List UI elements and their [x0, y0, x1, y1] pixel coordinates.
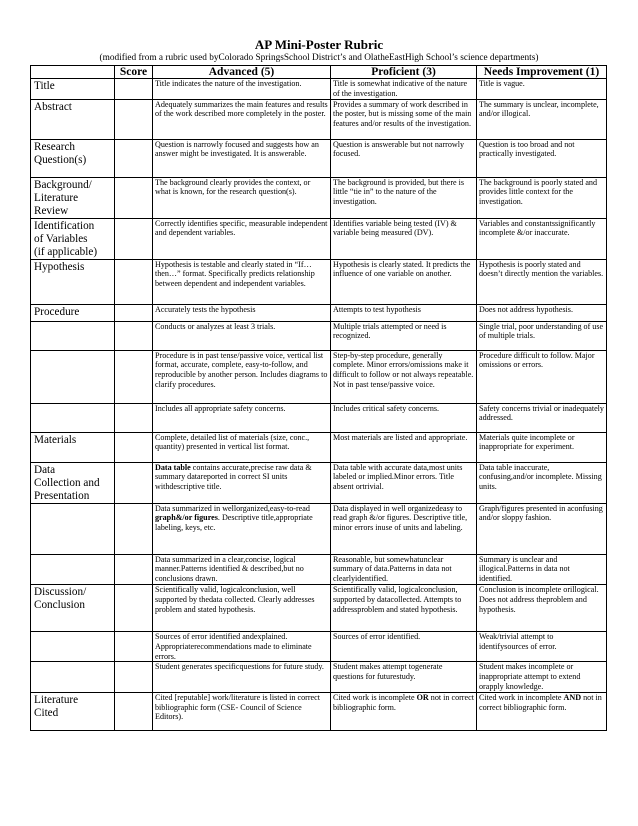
cell-text: The background clearly provides the context, or what is known, for the research question(s). — [155, 177, 311, 197]
cell-text: Hypothesis is poorly stated and doesn’t directly mention the variables. — [479, 259, 604, 279]
cell-text: Data summarized in a clear,concise, logical manner.Patterns identified & described,but no conclusions drawn. — [155, 554, 304, 584]
cell-text: Sources of error identified andexplained. Appropriaterecommendations made to eliminate errors. — [155, 631, 312, 661]
cell-text: Student makes attempt togenerate questions for futurestudy. — [333, 662, 443, 682]
cell-text: Variables and constantssignificantly incomplete &/or inaccurate. — [479, 218, 596, 238]
advanced-cell — [153, 584, 331, 631]
advanced-cell — [153, 139, 331, 177]
table-row — [31, 584, 607, 631]
advanced-cell — [153, 554, 331, 584]
cell-text: Question is answerable but not narrowly focused. — [333, 139, 465, 159]
proficient-cell — [331, 631, 477, 661]
needs-improvement-cell — [477, 631, 607, 661]
cell-text: Multiple trials attempted or need is recognized. — [333, 321, 447, 341]
needs-improvement-cell — [477, 177, 607, 218]
cell-text: Sources of error identified. — [333, 631, 421, 641]
criterion-label: Literature — [34, 693, 79, 706]
cell-text: The summary is unclear, incomplete, and/or illogical. — [479, 99, 599, 119]
advanced-cell — [153, 432, 331, 462]
cell-emphasis: graph&/or figures — [155, 513, 218, 523]
cell-text: Attempts to test hypothesis — [333, 304, 421, 314]
needs-improvement-cell — [477, 584, 607, 631]
score-cell — [115, 321, 153, 350]
advanced-cell — [153, 350, 331, 403]
score-cell — [115, 259, 153, 304]
cell-text: Single trial, poor understanding of use of multiple trials. — [479, 321, 604, 341]
cell-text: Identifies variable being tested (IV) & variable being measured (DV). — [333, 218, 457, 238]
cell-text: Accurately tests the hypothesis — [155, 304, 256, 314]
header-needs-improvement: Needs Improvement (1) — [477, 66, 607, 79]
score-cell — [115, 462, 153, 503]
needs-improvement-cell — [477, 662, 607, 692]
cell-text: Weak/trivial attempt to identifysources of error. — [479, 631, 557, 651]
score-cell — [115, 218, 153, 259]
proficient-cell — [331, 218, 477, 259]
criterion-cell — [31, 631, 115, 661]
cell-text: Scientifically valid, logicalconclusion, well supported by thedata collected. Clearly addresses problem and stated hypothesis. — [155, 584, 315, 614]
score-cell — [115, 503, 153, 554]
header-row — [31, 66, 607, 79]
needs-improvement-cell — [477, 321, 607, 350]
criterion-cell — [31, 554, 115, 584]
cell-text: Correctly identifies specific, measurable independent and dependent variables. — [155, 218, 328, 238]
criterion-label: Procedure — [34, 305, 80, 318]
criterion-cell — [31, 692, 115, 730]
cell-text: contains accurate,precise raw data & summary datareported in correct SI units withdescriptive title. — [155, 462, 312, 492]
criterion-cell — [31, 503, 115, 554]
criterion-label: Cited — [34, 706, 59, 719]
cell-text: Cited work in incomplete — [479, 692, 564, 702]
cell-emphasis: OR — [416, 692, 429, 702]
proficient-cell — [331, 692, 477, 730]
cell-text: Procedure difficult to follow. Major omissions or errors. — [479, 350, 595, 370]
proficient-cell — [331, 139, 477, 177]
proficient-cell — [331, 554, 477, 584]
proficient-cell — [331, 177, 477, 218]
table-row — [31, 139, 607, 177]
header-score: Score — [115, 66, 153, 79]
page-title: AP Mini-Poster Rubric — [254, 37, 384, 52]
criterion-label: Discussion/ — [34, 585, 87, 598]
needs-improvement-cell — [477, 462, 607, 503]
criterion-label: Review — [34, 204, 69, 217]
criterion-cell — [31, 662, 115, 692]
score-cell — [115, 177, 153, 218]
cell-text: Provides a summary of work described in the poster, but is missing some of the main features and/or results of the investigation. — [333, 99, 472, 129]
criterion-label: Identification — [34, 219, 95, 232]
criterion-cell — [31, 403, 115, 432]
cell-text: Graph/figures presented in aconfusing and/or sloppy fashion. — [479, 503, 603, 523]
advanced-cell — [153, 99, 331, 139]
table-row — [31, 432, 607, 462]
table-row — [31, 79, 607, 100]
needs-improvement-cell — [477, 259, 607, 304]
cell-text: Summary is unclear and illogical.Patterns in data not identified. — [479, 554, 570, 584]
table-row — [31, 692, 607, 730]
advanced-cell — [153, 692, 331, 730]
advanced-cell — [153, 259, 331, 304]
criterion-label: Abstract — [34, 100, 72, 113]
cell-text: Adequately summarizes the main features and results of the work described more completely in the poster. — [155, 99, 328, 119]
score-cell — [115, 432, 153, 462]
cell-text: The background is provided, but there is little “tie in” to the nature of the investigation. — [333, 177, 465, 207]
criterion-label: of Variables — [34, 232, 88, 245]
criterion-label: Research — [34, 140, 75, 153]
cell-text: Data displayed in well organizedeasy to read graph &/or figures. Descriptive title, minor errors inuse of units and labeling. — [333, 503, 468, 533]
rubric-body — [31, 79, 607, 731]
advanced-cell — [153, 321, 331, 350]
needs-improvement-cell — [477, 99, 607, 139]
table-row — [31, 403, 607, 432]
table-row — [31, 631, 607, 661]
advanced-cell — [153, 631, 331, 661]
cell-text: not in correct bibliographic form. — [479, 692, 602, 712]
table-row — [31, 177, 607, 218]
needs-improvement-cell — [477, 218, 607, 259]
cell-text: Hypothesis is testable and clearly stated in “If… then…” format. Specifically predicts relationship between dependent and independent variables. — [155, 259, 315, 289]
table-row — [31, 259, 607, 304]
needs-improvement-cell — [477, 79, 607, 100]
cell-text: The background is poorly stated and provides little context for the investigation. — [479, 177, 598, 207]
criterion-label: Background/ — [34, 178, 92, 191]
cell-text: Materials quite incomplete or inappropriate for experiment. — [479, 432, 575, 452]
cell-text: Includes critical safety concerns. — [333, 403, 440, 413]
cell-text: Cited [reputable] work/literature is listed in correct bibliographic form (CSE- Council of Science Editors). — [155, 692, 320, 722]
needs-improvement-cell — [477, 692, 607, 730]
needs-improvement-cell — [477, 350, 607, 403]
table-row — [31, 218, 607, 259]
advanced-cell — [153, 503, 331, 554]
advanced-cell — [153, 79, 331, 100]
proficient-cell — [331, 321, 477, 350]
needs-improvement-cell — [477, 432, 607, 462]
cell-text: Includes all appropriate safety concerns. — [155, 403, 286, 413]
proficient-cell — [331, 350, 477, 403]
score-cell — [115, 662, 153, 692]
advanced-cell — [153, 403, 331, 432]
criterion-label: Data — [34, 463, 56, 476]
score-cell — [115, 403, 153, 432]
criterion-label: Title — [34, 80, 55, 92]
cell-text: Procedure is in past tense/passive voice, vertical list format, accurate, complete, easy-to-follow, and reproducible by another person. Includes diagrams to clarify procedures. — [155, 350, 328, 389]
criterion-cell — [31, 462, 115, 503]
proficient-cell — [331, 79, 477, 100]
cell-text: Scientifically valid, logicalconclusion, supported by datacollected. Attempts to addressproblem and stated hypothesis. — [333, 584, 462, 614]
advanced-cell — [153, 177, 331, 218]
needs-improvement-cell — [477, 304, 607, 321]
criterion-cell — [31, 304, 115, 321]
table-row — [31, 350, 607, 403]
cell-text: Data table with accurate data,most units labeled or implied.Minor errors. Title absent ortrivial. — [333, 462, 463, 492]
table-row — [31, 99, 607, 139]
needs-improvement-cell — [477, 139, 607, 177]
proficient-cell — [331, 403, 477, 432]
cell-text: Most materials are listed and appropriate. — [333, 432, 468, 442]
cell-text: Data table inaccurate, confusing,and/or incomplete. Missing units. — [479, 462, 602, 492]
table-row — [31, 662, 607, 692]
score-cell — [115, 584, 153, 631]
cell-text: Question is too broad and not practically investigated. — [479, 139, 575, 159]
cell-text: Title is vague. — [479, 79, 525, 88]
criterion-label: Materials — [34, 433, 77, 446]
score-cell — [115, 99, 153, 139]
advanced-cell — [153, 662, 331, 692]
criterion-label: Conclusion — [34, 598, 85, 611]
page-subtitle: (modified from a rubric used byColorado SpringsSchool District’s and OlatheEastHigh School’s science departments) — [99, 53, 539, 63]
cell-emphasis: AND — [563, 692, 582, 702]
proficient-cell — [331, 304, 477, 321]
cell-text: Title is somewhat indicative of the nature of the investigation. — [333, 79, 468, 98]
cell-text: Conclusion is incomplete orillogical. Does not address theproblem and hypothesis. — [479, 584, 599, 614]
cell-text: not in correct bibliographic form. — [333, 692, 474, 712]
cell-text: Step-by-step procedure, generally complete. Minor errors/omissions make it difficult to follow or not always repeatable. Not in past tense/passive voice. — [333, 350, 474, 389]
proficient-cell — [331, 259, 477, 304]
criterion-cell — [31, 432, 115, 462]
criterion-cell — [31, 139, 115, 177]
criterion-label: Presentation — [34, 489, 90, 502]
cell-text: Student generates specificquestions for future study. — [155, 662, 324, 672]
criterion-cell — [31, 99, 115, 139]
proficient-cell — [331, 503, 477, 554]
score-cell — [115, 692, 153, 730]
score-cell — [115, 79, 153, 100]
score-cell — [115, 350, 153, 403]
proficient-cell — [331, 662, 477, 692]
table-row — [31, 503, 607, 554]
criterion-label: Literature — [34, 191, 79, 204]
needs-improvement-cell — [477, 503, 607, 554]
proficient-cell — [331, 99, 477, 139]
score-cell — [115, 631, 153, 661]
criterion-label: Question(s) — [34, 153, 87, 166]
criterion-label: (if applicable) — [34, 245, 98, 258]
cell-text: Question is narrowly focused and suggests how an answer might be investigated. It is answerable. — [155, 139, 319, 159]
proficient-cell — [331, 432, 477, 462]
needs-improvement-cell — [477, 403, 607, 432]
cell-text: Conducts or analyzes at least 3 trials. — [155, 321, 276, 331]
table-row — [31, 462, 607, 503]
criterion-cell — [31, 350, 115, 403]
cell-text: Reasonable, but somewhatunclear summary of data.Patterns in data not clearlyidentified. — [333, 554, 452, 584]
cell-emphasis: Data table — [155, 462, 191, 472]
header-proficient: Proficient (3) — [331, 66, 477, 79]
proficient-cell — [331, 462, 477, 503]
cell-text: Cited work is incomplete — [333, 692, 417, 702]
header-advanced: Advanced (5) — [153, 66, 331, 79]
cell-text: Hypothesis is clearly stated. It predicts the influence of one variable on another. — [333, 259, 471, 279]
criterion-cell — [31, 321, 115, 350]
table-row — [31, 554, 607, 584]
score-cell — [115, 139, 153, 177]
cell-text: Data summarized in wellorganized,easy-to-read — [155, 503, 310, 513]
criterion-cell — [31, 218, 115, 259]
criterion-cell — [31, 177, 115, 218]
score-cell — [115, 554, 153, 584]
cell-text: Student makes incomplete or inappropriate attempt to extend orapply knowledge. — [479, 662, 581, 691]
criterion-label: Hypothesis — [34, 260, 85, 273]
table-row — [31, 321, 607, 350]
cell-text: Title indicates the nature of the investigation. — [155, 79, 302, 88]
header-criterion — [31, 66, 115, 79]
cell-text: Safety concerns trivial or inadequately addressed. — [479, 403, 604, 423]
advanced-cell — [153, 462, 331, 503]
advanced-cell — [153, 218, 331, 259]
proficient-cell — [331, 584, 477, 631]
table-row — [31, 304, 607, 321]
score-cell — [115, 304, 153, 321]
criterion-cell — [31, 584, 115, 631]
cell-text: . Descriptive title,appropriate labeling, keys, etc. — [155, 513, 313, 533]
cell-text: Does not address hypothesis. — [479, 304, 573, 314]
needs-improvement-cell — [477, 554, 607, 584]
rubric-table — [30, 65, 607, 731]
advanced-cell — [153, 304, 331, 321]
criterion-label: Collection and — [34, 476, 100, 489]
criterion-cell — [31, 79, 115, 100]
cell-text: Complete, detailed list of materials (size, conc., quantity) presented in vertical list format. — [155, 432, 310, 452]
criterion-cell — [31, 259, 115, 304]
